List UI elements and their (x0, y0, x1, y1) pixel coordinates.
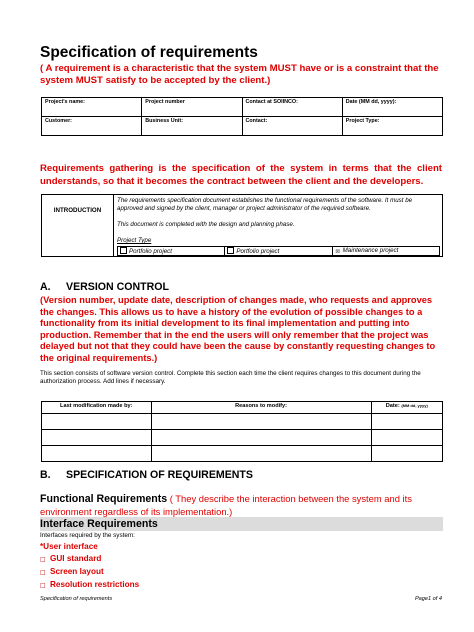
footer-title: Specification of requirements (40, 596, 113, 602)
project-type-label: Project Type (117, 237, 152, 244)
table-row (42, 195, 443, 257)
column-header (371, 402, 442, 414)
column-header: Last modification made by: (42, 402, 152, 414)
option-label: Portfolio project (236, 248, 280, 255)
project-name-cell[interactable]: Project's name: (42, 98, 142, 117)
table-cell[interactable] (42, 414, 152, 430)
interface-requirements-list (40, 541, 139, 592)
project-type-options (117, 246, 439, 256)
list-item (40, 553, 139, 566)
page-footer (40, 596, 442, 602)
introduction-content (114, 195, 443, 257)
interface-requirements-subtitle: Interfaces required by the system: (40, 532, 135, 539)
bullet-box-icon: □ (40, 555, 46, 563)
modification-table (41, 401, 443, 462)
section-title: VERSION CONTROL (66, 281, 169, 293)
date-format-hint: (MM dd, yyyy) (401, 403, 428, 408)
checked-checkbox-icon[interactable]: ☒ (335, 249, 340, 255)
table-cell[interactable] (42, 430, 152, 446)
table-row (42, 117, 443, 136)
table-cell[interactable] (371, 446, 442, 462)
page-number: Page1 of 4 (414, 596, 442, 602)
project-type-cell[interactable]: Project Type: (342, 117, 442, 136)
section-b-heading (40, 469, 253, 481)
intro-paragraph-1: The requirements specification document establishes the functional requirements of the software. It must be approved and signed by the client, manager or project administrator of the required software. (117, 197, 413, 212)
interface-requirements-heading: Interface Requirements (40, 517, 443, 531)
table-cell[interactable] (151, 414, 371, 430)
list-item (40, 579, 139, 592)
introduction-label: INTRODUCTION (42, 195, 114, 257)
page-title: Specification of requirements (40, 44, 258, 61)
option-label: Maintenance project (342, 247, 399, 254)
table-cell[interactable] (371, 430, 442, 446)
table-row (42, 430, 443, 446)
date-header-label: Date: (385, 403, 400, 409)
table-cell[interactable] (151, 430, 371, 446)
table-row (42, 414, 443, 430)
functional-requirements (40, 493, 445, 517)
list-item-label: GUI standard (50, 553, 102, 563)
table-row (42, 98, 443, 117)
project-info-table (41, 97, 443, 136)
version-control-body: This section consists of software version control. Complete this section each time the client requires changes to this document during the authorization process. Add lines if necessary. (40, 370, 421, 386)
introduction-table (41, 194, 443, 257)
list-item (40, 566, 139, 579)
date-cell[interactable]: Date (MM dd, yyyy): (342, 98, 442, 117)
version-control-note: (Version number, update date, description of changes made, who requests and approves the changes. This allows us to have a history of the evolution of possible changes to a functionality from its initial development to its final implementation and putting into production. Remember that in the end the users will only remember that the project was delayed but not that they could have been the cause by constantly requesting changes to the original requirements.) (40, 295, 436, 363)
functional-requirements-note: ( They describe the interaction between the system and its environment regardless of its implementation.) (40, 493, 412, 517)
bullet-box-icon: □ (40, 581, 46, 589)
table-cell[interactable] (371, 414, 442, 430)
option-label: Portfolio project (129, 248, 172, 255)
project-type-option[interactable] (332, 246, 440, 256)
project-type-option[interactable] (224, 246, 332, 256)
table-cell[interactable] (151, 446, 371, 462)
column-header: Reasons to modify: (151, 402, 371, 414)
business-unit-cell[interactable]: Business Unit: (142, 117, 242, 136)
table-cell[interactable] (42, 446, 152, 462)
section-title: SPECIFICATION OF REQUIREMENTS (66, 469, 253, 481)
checkbox-icon[interactable] (120, 247, 127, 254)
section-a-heading (40, 281, 169, 293)
intro-paragraph-2: This document is completed with the design and planning phase. (117, 221, 295, 228)
project-type-option[interactable] (117, 246, 225, 256)
list-item-label: Screen layout (50, 566, 104, 576)
contact-cell[interactable]: Contact: (242, 117, 342, 136)
project-number-cell[interactable]: Project number (142, 98, 242, 117)
table-header-row (42, 402, 443, 414)
bullet-box-icon: □ (40, 568, 46, 576)
list-item-label: Resolution restrictions (50, 579, 140, 589)
section-letter: B. (40, 469, 51, 481)
contact-soiinco-cell[interactable]: Contact at SOIINCO: (242, 98, 342, 117)
functional-requirements-label: Functional Requirements (40, 493, 168, 505)
section-letter: A. (40, 281, 51, 293)
checkbox-icon[interactable] (227, 247, 234, 254)
requirements-gathering-note: Requirements gathering is the specification of the system in terms that the client understands, so that it becomes the contract between the client and the developers. (40, 163, 442, 187)
customer-cell[interactable]: Customer: (42, 117, 142, 136)
subtitle-note: ( A requirement is a characteristic that the system MUST have or is a constraint that the system MUST satisfy to be accepted by the client.) (40, 63, 439, 86)
table-row (42, 446, 443, 462)
list-item: *User interface (40, 542, 98, 551)
